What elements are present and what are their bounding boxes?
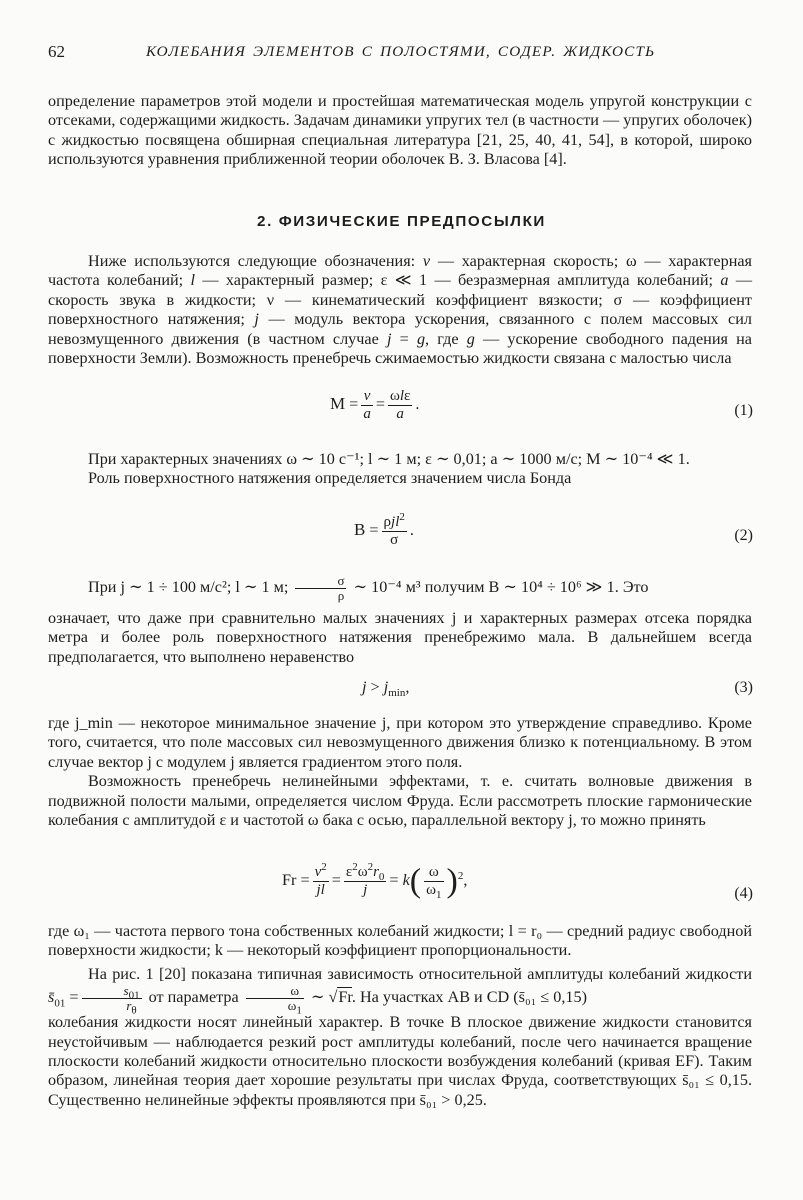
equation-number-2: (2) [734,527,753,544]
intro-text: определение параметров этой модели и простейшая математическая модель упругой конструкции с отсеками, содержащими жидкость. Задачам динамики упругих тел (в частности — упругих оболочек) с жидкостью посвящена обширная специальная литература [21, 25, 40, 41, 54], в которой, широко используются уравнения приближенной теории оболочек В. З. Власова [4]. [48,92,752,169]
characteristic-values-line: При характерных значениях ω ∼ 10 с⁻¹; l ∼ 1 м; ε ∼ 0,01; a ∼ 1000 м/с; M ∼ 10⁻⁴ ≪ 1. [88,450,690,468]
after-formula-1 [48,450,752,489]
formula-3: $j > j_{min}$, [362,678,410,700]
potential-field-text: где j_min — некоторое минимальное значение j, при котором это утверждение справедливо. Кроме того, считается, что поле массовых сил невозмущенного движения близко к потенциальному. В этом случае вектор j с модулем j является градиентом этого поля. [48,714,752,771]
after-formula-3 [48,714,752,830]
page-header [48,42,755,64]
bond-number-line: Роль поверхностного натяжения определяется значением числа Бонда [88,469,572,488]
froude-number-text: Возможность пренебречь нелинейными эффектами, т. е. считать волновые движения в подвижной полости малыми, определяется числом Фруда. Если рассмотреть плоские гармонические колебания с амплитудой ε и частотой ω бака с осью, параллельной вектору j, то можно принять [48,772,752,830]
nonlinear-effects-text: колебания жидкости носят линейный характер. В точке B плоское движение жидкости становится неустойчивым — наблюдается резкий рост амплитуды колебаний, после чего начинается вращение плоскости колебаний жидкости относительно плоскости возбуждения колебаний (кривая EF). Таким образом, линейная теория дает хорошие результаты при числах Фруда, соответствующих s̄₀₁ ≤ 0,15. Существенно нелинейные эффекты проявляются при s̄₀₁ > 0,25. [48,1013,752,1109]
notation-text-c: — характерный размер; ε ≪ 1 — безразмерная амплитуда колебаний; [195,271,721,290]
after-formula-2: При j ∼ 1 ÷ 100 м/с²; l ∼ 1 м; $\frac{\sigma}{\rho}$ ∼ 10⁻⁴ м³ получим B ∼ 10⁴ ÷ 10⁶ ≫ 1. Это означает, что даже при сравнительно малых значениях j и характерных размерах отсека порядка метра и более роль поверхностного натяжения пренебрежимо мала. В дальнейшем всегда предполагается, что выполнено неравенство [48,573,752,666]
notation-text-b: — характерная скорость; ω — характерная частота колебаний; [48,252,752,290]
intro-paragraph [48,92,752,170]
surface-tension-text-b: ∼ 10⁻⁴ м³ получим B ∼ 10⁴ ÷ 10⁶ ≫ 1. Это [349,578,649,597]
section-title: 2. ФИЗИЧЕСКИЕ ПРЕДПОСЫЛКИ [257,213,546,230]
figure-reference-text-a: На рис. 1 [20] показана типичная зависимость относительной амплитуды колебаний жидкости [88,964,752,983]
notation-text-a: Ниже используются следующие обозначения: [88,252,423,270]
inequality-intro-text: означает, что даже при сравнительно малых значениях j и характерных размерах отсека порядка метра и более роль поверхностного натяжения пренебрежимо мала. В дальнейшем всегда предполагается, что выполнено неравенство [48,609,752,666]
equation-number-1: (1) [734,402,753,419]
notation-text-d: — скорость звука в жидкости; ν — кинематический коэффициент вязкости; σ — коэффициент поверхностного натяжения; [48,271,753,329]
formula-1: M = $\frac{v}{a}$ = $\frac{\text{ωlε}}{a}$ . [330,388,420,422]
after-formula-4: где ω₁ — частота первого тона собственных колебаний жидкости; l = r₀ — средний радиус свободной поверхности жидкости; k — некоторый коэффициент пропорциональности. На рис. 1 [20] показана типичная зависимость относительной амплитуды колебаний жидкости $s̄_{01}$ = $\frac{s_{01}}{r_\theta}$ от параметра $\frac{\omega}{\omega_1}$ ∼ √Fr. На участках AB и CD (s̄₀₁ ≤ 0,15) колебания жидкости носят линейный характер. В точке B плоское движение жидкости становится неустойчивым — наблюдается резкий рост амплитуды колебаний, после чего начинается вращение плоскости колебаний жидкости относительно плоскости возбуждения колебаний (кривая EF). Таким образом, линейная теория дает хорошие результаты при числах Фруда, соответствующих s̄₀₁ ≤ 0,15. Существенно нелинейные эффекты проявляются при s̄₀₁ > 0,25. [48,922,752,1109]
equation-number-3: (3) [734,679,753,696]
equation-number-4: (4) [734,885,753,902]
formula-2: B = $\frac{\rho jl^2}{\sigma}$ . [354,511,414,548]
notation-text-f: — ускорение свободного падения на поверхности Земли). Возможность пренебречь сжимаемостью жидкости связана с малостью числа [48,329,752,368]
running-title: КОЛЕБАНИЯ ЭЛЕМЕНТОВ С ПОЛОСТЯМИ, СОДЕР. ЖИДКОСТЬ [146,43,656,60]
frequency-definition-text: где ω₁ — частота первого тона собственных колебаний жидкости; l = r₀ — средний радиус свободной поверхности жидкости; k — некоторый коэффициент пропорциональности. [48,922,752,960]
figure-reference-text-c: . На участках AB и CD (s̄₀₁ ≤ 0,15) [351,988,587,1007]
formula-4: Fr = $\frac{v^2}{jl}$ = $\frac{\varepsilon^2\omega^2r_0}{j}$ = k( $\frac{\omega}{\omega_1}$ )$^2$, [282,861,468,901]
surface-tension-text-a: При j ∼ 1 ÷ 100 м/с²; l ∼ 1 м; [88,578,293,597]
figure-reference-text-b: от параметра [144,988,243,1007]
notation-paragraph: Ниже используются следующие обозначения: v — характерная скорость; ω — характерная частота колебаний; l — характерный размер; ε ≪ 1 — безразмерная амплитуда колебаний; a — скорость звука в жидкости; ν — кинематический коэффициент вязкости; σ — коэффициент поверхностного натяжения; j — модуль вектора ускорения, связанного с полем массовых сил невозмущенного движения (в частном случае j = g, где g — ускорение свободного падения на поверхности Земли). Возможность пренебречь сжимаемостью жидкости связана с малостью числа [48,252,753,368]
page-number: 62 [48,42,65,61]
notation-text-e: — модуль вектора ускорения, связанного с полем массовых сил невозмущенного движения (в частном случае [48,310,752,348]
